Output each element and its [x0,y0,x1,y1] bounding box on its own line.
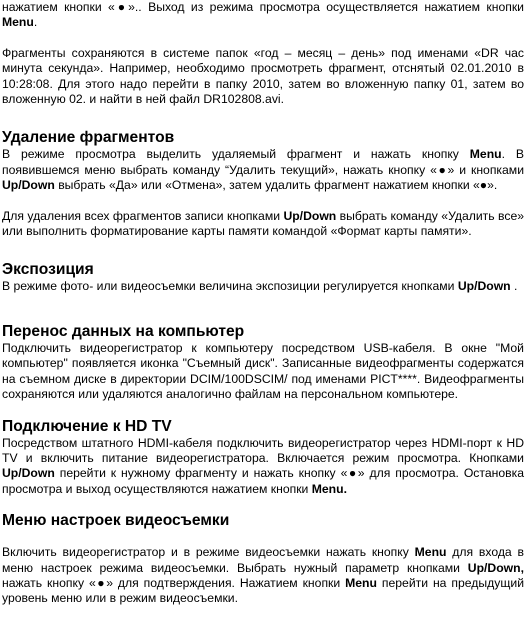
section-heading-video-settings: Меню настроек видеосъемки [2,512,230,530]
folder-structure-paragraph: Фрагменты сохраняются в системе папок «год – месяц – день» под именами «DR час минута секунда». Например, необходимо просмотреть фрагмент, отснятый 02.01.2010 в 10:28:08. Для этого надо перейти в папку 2010, затем во вложенную папку 01, затем во вложенную 02. и найти в ней файл DR102808.avi. [2,45,524,107]
delete-fragment-paragraph: В режиме просмотра выделить удаляемый фрагмент и нажать кнопку Menu. В появившемся меню выбрать команду “Удалить текущий», нажать кнопку «●» и кнопками Up/Down выбрать «Да» или «Отмена», затем удалить фрагмент нажатием кнопки «●». [2,147,524,193]
video-settings-paragraph: Включить видеорегистратор и в режиме видеосъемки нажать кнопку Menu для входа в меню настроек режима видеосъемки. Выбрать нужный параметр кнопками Up/Down, нажать кнопку «●» для подтверждения. Нажатием кнопки Menu перейти на предыдущий уровень меню или в режим видеосъемки. [2,545,525,606]
section-heading-data-transfer: Перенос данных на компьютер [2,322,245,340]
data-transfer-paragraph: Подключить видеорегистратор к компьютеру посредством USB-кабеля. В окне "Мой компьютер" появляется иконка "Съемный диск". Записанные видеофрагменты содержатся на съемном диске в директории DCIM/100DSCIM/ под именами PICT****. Видеофрагменты сохраняются или удаляются аналогично файлам на персональном компьютере. [2,340,524,402]
section-heading-delete-fragments: Удаление фрагментов [2,129,175,147]
delete-all-paragraph: Для удаления всех фрагментов записи кнопками Up/Down выбрать команду «Удалить все» или выполнить форматирование карты памяти командой «Формат карты памяти». [2,208,525,239]
exposure-paragraph: В режиме фото- или видеосъемки величина экспозиции регулируется кнопками Up/Down . [2,279,518,294]
intro-paragraph-continuation: нажатием кнопки «●».. Выход из режима просмотра осуществляется нажатием кнопки Menu. [2,0,524,30]
hdtv-paragraph: Посредством штатного HDMI-кабеля подключить видеорегистратор через HDMI-порт к HD TV и включить питание видеорегистратора. Включается режим просмотра. Кнопками Up/Down перейти к нужному фрагменту и нажать кнопку «●» для просмотра. Остановка просмотра и выход осуществляются нажатием кнопки Menu. [2,435,524,496]
section-heading-exposure: Экспозиция [2,261,94,279]
section-heading-hdtv: Подключение к HD TV [2,417,172,435]
menu-button-name: Menu [2,15,34,30]
